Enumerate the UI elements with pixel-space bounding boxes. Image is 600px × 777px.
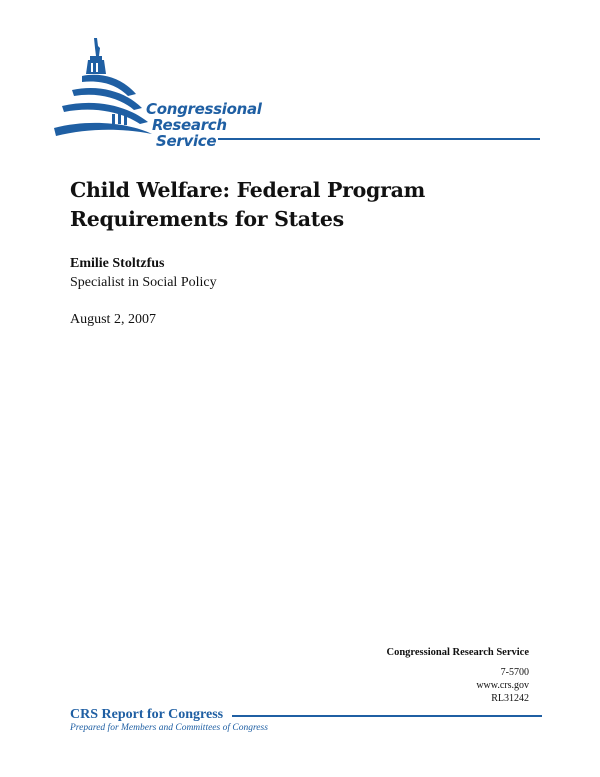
info-organization: Congressional Research Service <box>386 647 529 658</box>
footer-report-title: CRS Report for Congress <box>70 707 224 722</box>
logo-line-congressional: Congressional <box>146 100 262 118</box>
report-title: Child Welfare: Federal Program Requirements for States <box>70 178 425 231</box>
info-phone: 7-5700 <box>500 667 529 678</box>
logo-line-research: Research <box>152 116 227 134</box>
header-divider <box>218 138 540 140</box>
info-website[interactable]: www.crs.gov <box>476 680 529 691</box>
report-date: August 2, 2007 <box>70 312 156 327</box>
logo-line-service: Service <box>156 132 217 150</box>
footer-subtitle: Prepared for Members and Committees of Congress <box>70 723 268 733</box>
author-position: Specialist in Social Policy <box>70 275 217 290</box>
report-info-block <box>386 646 529 705</box>
report-author: Emilie Stoltzfus <box>70 256 165 271</box>
info-report-number: RL31242 <box>491 693 529 704</box>
footer-divider <box>232 715 542 717</box>
crs-logo-wordmark <box>146 102 262 150</box>
